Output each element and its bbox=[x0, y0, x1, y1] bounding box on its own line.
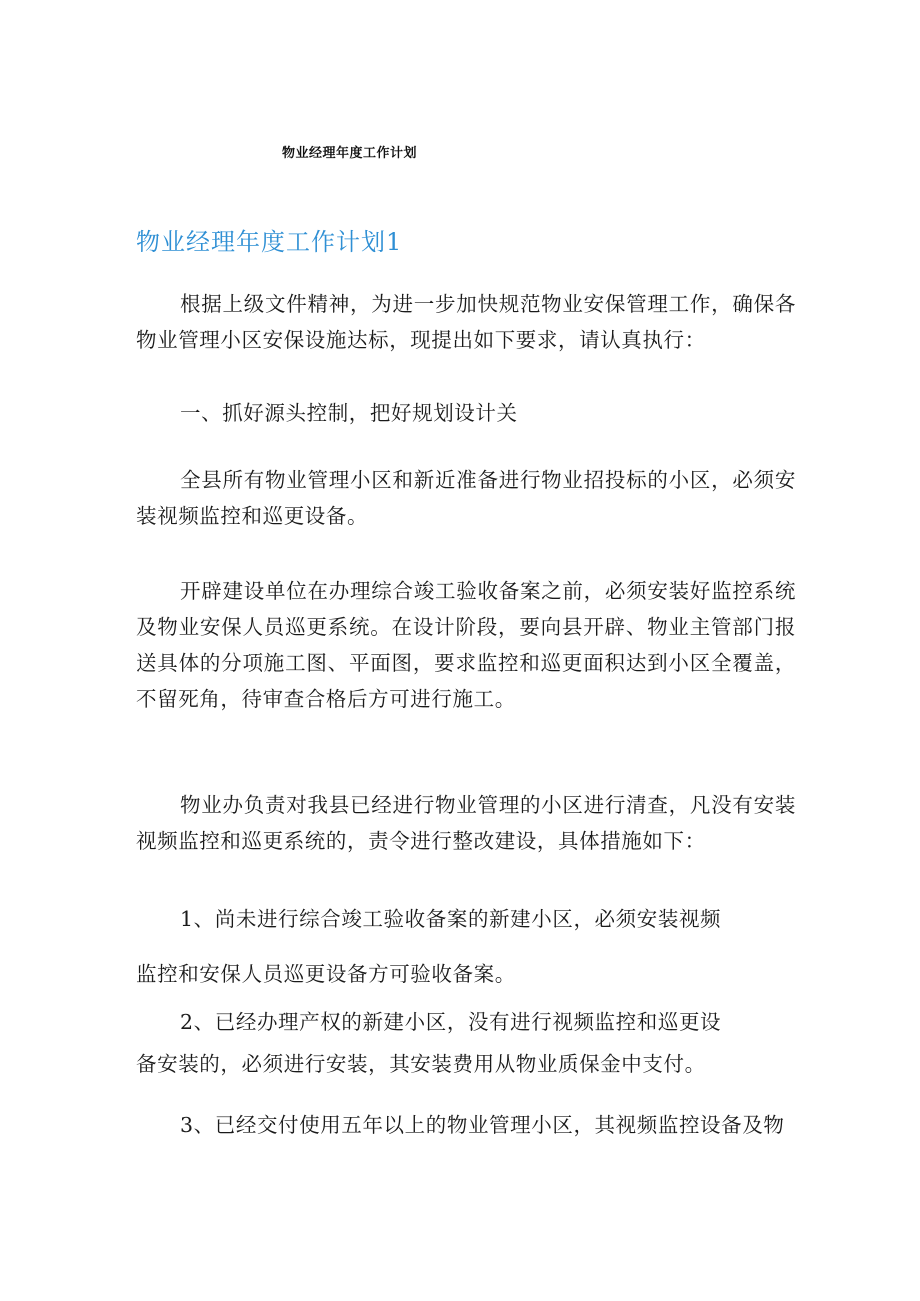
section-heading: 物业经理年度工作计划1 bbox=[136, 228, 403, 256]
intro-paragraph: 根据上级文件精神，为进一步加快规范物业安保管理工作，确保各物业管理小区安保设施达标，现提出如下要求，请认真执行： bbox=[136, 292, 796, 352]
list-item-1-line-1: 1、尚未进行综合竣工验收备案的新建小区，必须安装视频 bbox=[180, 907, 722, 931]
paragraph-all-county: 全县所有物业管理小区和新近准备进行物业招投标的小区，必须安装视频监控和巡更设备。 bbox=[136, 468, 796, 528]
list-item-1-line-2: 监控和安保人员巡更设备方可验收备案。 bbox=[136, 962, 516, 986]
list-item-2-line-1: 2、已经办理产权的新建小区，没有进行视频监控和巡更设 bbox=[180, 1010, 722, 1034]
paragraph-developer: 开辟建设单位在办理综合竣工验收备案之前，必须安装好监控系统及物业安保人员巡更系统。在设计阶段，要向县开辟、物业主管部门报送具体的分项施工图、平面图，要求监控和巡更面积达到小区全覆盖，不留死角，待审查合格后方可进行施工。 bbox=[136, 579, 796, 711]
list-item-2-line-2: 备安装的，必须进行安装，其安装费用从物业质保金中支付。 bbox=[136, 1052, 706, 1076]
list-item-3-line-1: 3、已经交付使用五年以上的物业管理小区，其视频监控设备及物 bbox=[180, 1113, 785, 1137]
document-title: 物业经理年度工作计划 bbox=[282, 146, 418, 161]
paragraph-office: 物业办负责对我县已经进行物业管理的小区进行清查，凡没有安装视频监控和巡更系统的，责令进行整改建设，具体措施如下： bbox=[136, 793, 796, 853]
subsection-heading: 一、抓好源头控制，把好规划设计关 bbox=[180, 401, 518, 425]
